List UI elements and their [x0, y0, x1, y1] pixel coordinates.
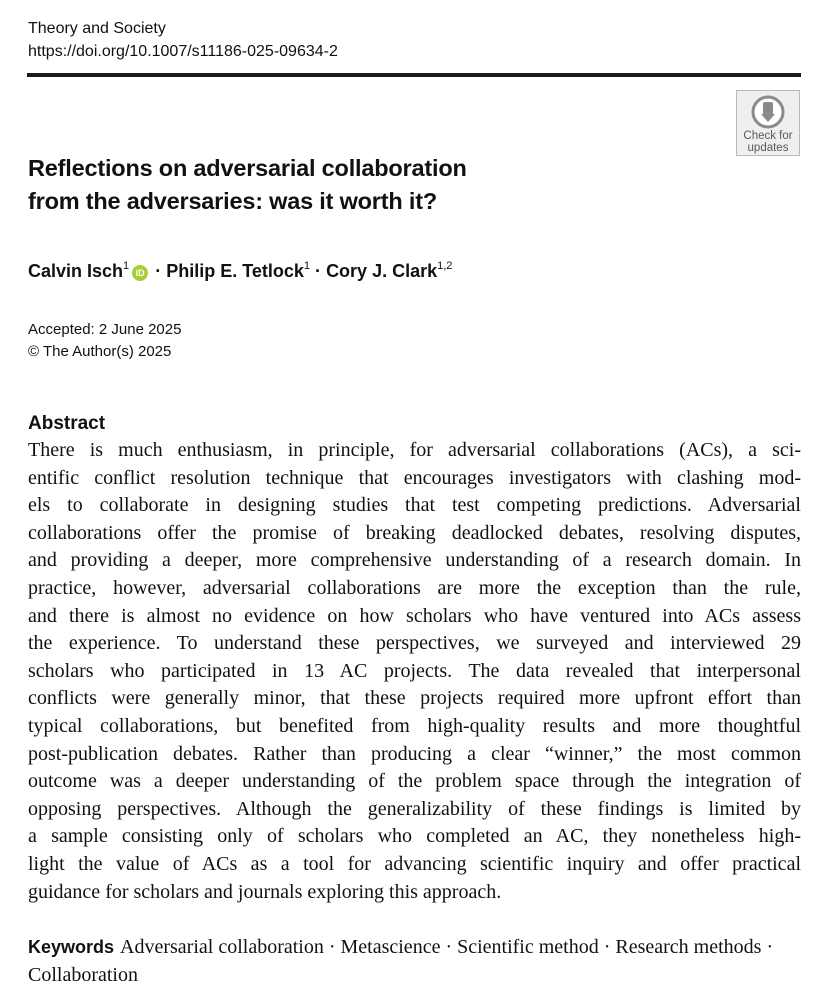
header-rule: [27, 73, 801, 77]
abstract-line: guidance for scholars and journals exploring this approach.: [28, 880, 502, 903]
doi-link[interactable]: https://doi.org/10.1007/s11186-025-09634-2: [28, 43, 338, 60]
abstract-line: opposing perspectives. Although the generalizability of these findings is limited by: [28, 797, 801, 820]
keywords-list: Adversarial collaboration · Metascience · Scientific method · Research methods · Collaboration: [28, 936, 774, 986]
abstract-line: light the value of ACs as a tool for advancing scientific inquiry and offer practical: [28, 852, 801, 875]
abstract-line: outcome was a deeper understanding of the problem space through the integration of: [28, 770, 801, 793]
journal-name: Theory and Society: [28, 20, 166, 37]
article-title: [28, 152, 628, 218]
author-affiliation: 1,2: [437, 260, 453, 272]
copyright-notice: © The Author(s) 2025: [28, 343, 172, 360]
author-separator: ·: [155, 261, 162, 281]
abstract-line: and there is almost no evidence on how scholars who have ventured into ACs assess: [28, 604, 801, 627]
author-affiliation: 1: [123, 260, 130, 272]
abstract-heading: Abstract: [28, 413, 106, 434]
author-separator: ·: [315, 261, 322, 281]
author-list: [28, 258, 452, 284]
author-name[interactable]: Cory J. Clark: [326, 261, 438, 281]
title-line: from the adversaries: was it worth it?: [28, 188, 437, 214]
keywords-label: Keywords: [28, 937, 115, 957]
keywords-section: [28, 933, 801, 989]
abstract-line: practice, however, adversarial collaborations are more the exception than the rule,: [28, 576, 801, 599]
orcid-icon[interactable]: iD: [132, 265, 148, 281]
check-updates-icon: [751, 95, 785, 129]
abstract-line: and providing a deeper, more comprehensive understanding of a research domain. In: [28, 549, 801, 572]
abstract-body: [28, 437, 801, 906]
author-affiliation: 1: [303, 260, 311, 272]
abstract-line: els to collaborate in designing studies that test competing predictions. Adversarial: [28, 494, 801, 517]
author-name[interactable]: Philip E. Tetlock: [166, 261, 304, 281]
accepted-date: Accepted: 2 June 2025: [28, 321, 182, 338]
check-for-updates-badge[interactable]: [736, 90, 800, 156]
abstract-line: There is much enthusiasm, in principle, for adversarial collaborations (ACs), a sci-: [28, 439, 801, 461]
abstract-line: typical collaborations, but benefited from high-quality results and more thoughtful: [28, 714, 801, 737]
abstract-line: post-publication debates. Rather than producing a clear “winner,” the most common: [28, 742, 801, 765]
abstract-line: scholars who participated in 13 AC projects. The data revealed that interpersonal: [28, 659, 801, 682]
author-name[interactable]: Calvin Isch: [28, 261, 124, 281]
title-line: Reflections on adversarial collaboration: [28, 155, 467, 181]
check-updates-label: Check for updates: [743, 130, 793, 154]
abstract-line: conflicts were generally minor, that these projects required more upfront effort than: [28, 687, 801, 710]
abstract-line: the experience. To understand these perspectives, we surveyed and interviewed 29: [28, 632, 801, 655]
abstract-line: entific conflict resolution technique that encourages investigators with clashing mod-: [28, 466, 801, 489]
abstract-line: a sample consisting only of scholars who completed an AC, they nonetheless high-: [28, 825, 801, 848]
abstract-line: collaborations offer the promise of breaking deadlocked debates, resolving disputes,: [28, 521, 801, 544]
